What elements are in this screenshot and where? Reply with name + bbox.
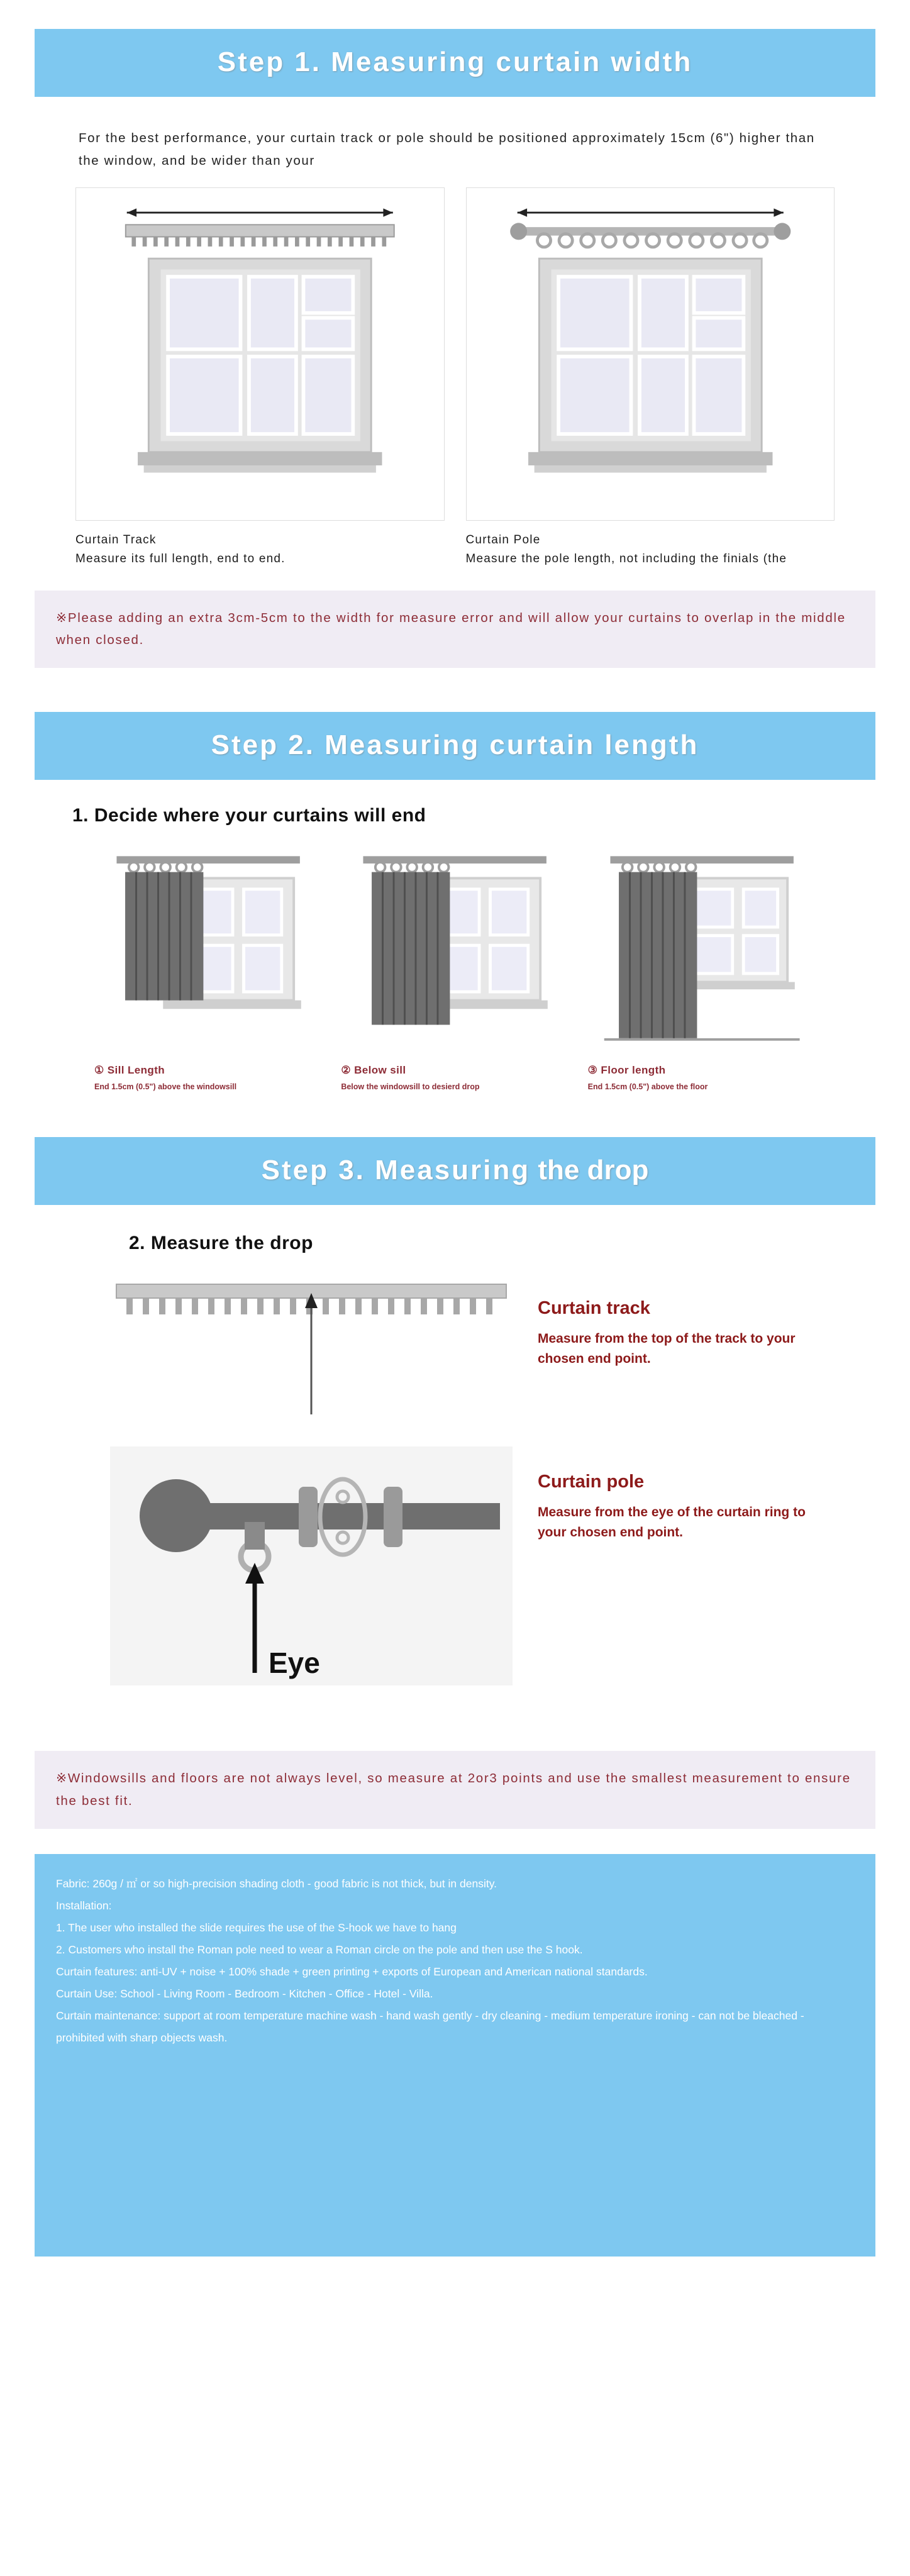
- option-floor-length-label: ③ Floor length: [587, 1064, 666, 1077]
- measure-track-text: [538, 1273, 806, 1368]
- measure-track-art: [110, 1273, 513, 1418]
- step1-intro: For the best performance, your curtain track or pole should be positioned approximately 15cm (6") higher than the window, and be wider than your: [79, 131, 815, 168]
- pole-measure-illustration: [110, 1446, 513, 1685]
- sill-length-illustration: [94, 843, 322, 1057]
- step2-heading: 1. Decide where your curtains will end: [72, 805, 426, 826]
- step3-section: [0, 1233, 910, 1685]
- spacer-before-notice2: [0, 1685, 910, 1729]
- step2-title: Step 2. Measuring curtain length: [211, 730, 699, 761]
- step3-title: Step 3. Measuring: [261, 1155, 531, 1186]
- step1-notice: ※Please adding an extra 3cm-5cm to the width for measure error and will allow your curtains to overlap in the middle when closed.: [35, 591, 875, 669]
- option-floor-length-desc: End 1.5cm (0.5") above the floor: [587, 1082, 708, 1092]
- detail-line-install-1: 1. The user who installed the slide requires the use of the S-hook we have to hang: [56, 1921, 457, 1934]
- curtain-pole-diagram: [466, 187, 835, 521]
- curtain-track-caption-text: Measure its full length, end to end.: [75, 552, 286, 566]
- curtain-pole-caption-title: Curtain Pole: [465, 533, 541, 547]
- curtain-pole-illustration: [479, 198, 822, 513]
- curtain-pole-desc: Measure from the eye of the curtain ring to your chosen end point.: [538, 1505, 806, 1540]
- option-sill-length-label: ① Sill Length: [94, 1064, 165, 1077]
- curtain-pole-caption-text: Measure the pole length, not including the finials (the: [465, 552, 787, 566]
- measure-track-row: [35, 1273, 875, 1418]
- step1-section: [0, 127, 910, 569]
- step3-heading: 2. Measure the drop: [129, 1233, 313, 1254]
- curtain-length-options: [35, 843, 875, 1093]
- below-sill-illustration: [341, 843, 569, 1057]
- detail-line-installation: Installation:: [56, 1899, 112, 1912]
- curtain-track-title: Curtain track: [538, 1298, 650, 1319]
- curtain-track-illustration: [89, 198, 431, 513]
- step1-banner: [35, 29, 875, 97]
- detail-line-use: Curtain Use: School - Living Room - Bedroom - Kitchen - Office - Hotel - Villa.: [56, 1987, 433, 2000]
- option-floor-length: [588, 843, 816, 1093]
- curtain-pole-title: Curtain pole: [538, 1472, 645, 1492]
- spacer-after-step1: [0, 668, 910, 712]
- curtain-track-diagram: [75, 187, 445, 521]
- curtain-track-caption: [75, 531, 445, 569]
- step3-title-sub: the drop: [530, 1155, 649, 1186]
- step2-banner: [35, 712, 875, 780]
- measure-pole-art: [110, 1446, 513, 1685]
- option-sill-length: [94, 843, 322, 1093]
- curtain-track-desc: Measure from the top of the track to your chosen end point.: [538, 1331, 796, 1366]
- curtain-track-caption-title: Curtain Track: [75, 533, 157, 547]
- curtain-pole-column: [466, 187, 835, 569]
- spacer-top: [0, 0, 910, 29]
- spacer-between-measures: [35, 1418, 875, 1446]
- detail-line-maintenance: Curtain maintenance: support at room temperature machine wash - hand wash gently - dry cleaning - medium temperature ironing - can not be bleached - prohibited with sharp objects wash.: [56, 2009, 804, 2044]
- step1-title: Step 1. Measuring curtain width: [217, 47, 693, 77]
- step3-notice: ※Windowsills and floors are not always level, so measure at 2or3 points and use the smallest measurement to ensure the best fit.: [35, 1751, 875, 1829]
- product-details-block: [35, 1854, 875, 2257]
- measure-pole-text: [538, 1446, 806, 1542]
- eye-label: Eye: [269, 1646, 320, 1680]
- step2-section: [0, 805, 910, 1093]
- measure-pole-row: [35, 1446, 875, 1685]
- option-below-sill-desc: Below the windowsill to desierd drop: [341, 1082, 480, 1092]
- curtain-pole-caption: [466, 531, 835, 569]
- spacer-after-step2: [0, 1093, 910, 1137]
- option-sill-length-desc: End 1.5cm (0.5") above the windowsill: [94, 1082, 237, 1092]
- detail-line-install-2: 2. Customers who install the Roman pole need to wear a Roman circle on the pole and then use the S hook.: [56, 1943, 583, 1956]
- option-below-sill: [341, 843, 569, 1093]
- floor-length-illustration: [588, 843, 816, 1057]
- detail-line-fabric: Fabric: 260g / ㎡ or so high-precision shading cloth - good fabric is not thick, but in density.: [56, 1877, 497, 1890]
- detail-line-features: Curtain features: anti-UV + noise + 100% shade + green printing + exports of European and American national standards.: [56, 1965, 648, 1978]
- step1-diagram-row: [35, 187, 875, 569]
- track-measure-illustration: [110, 1273, 513, 1418]
- step3-banner: [35, 1137, 875, 1205]
- option-below-sill-label: ② Below sill: [341, 1064, 406, 1077]
- curtain-track-column: [75, 187, 445, 569]
